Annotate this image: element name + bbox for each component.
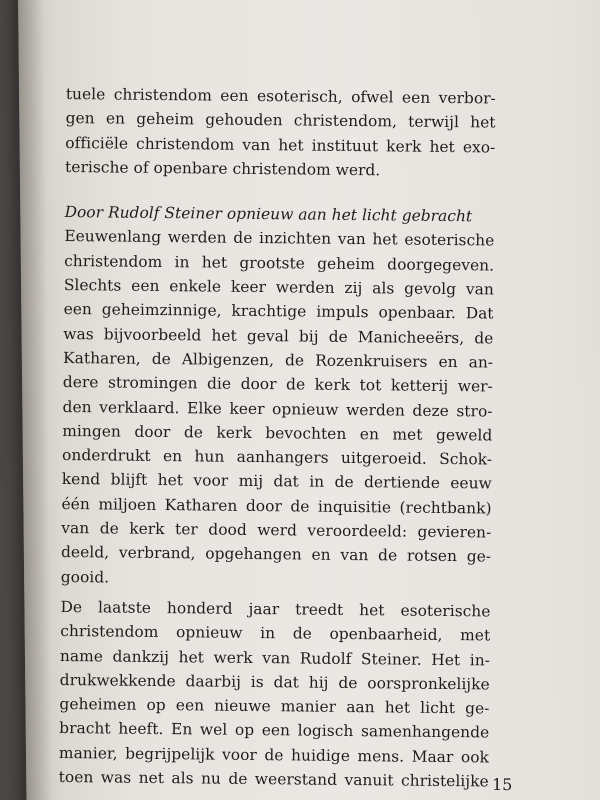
text-line: Slechts een enkele keer werden zij als gevolg van bbox=[63, 276, 494, 299]
page-text bbox=[59, 82, 496, 794]
text-line: deeld, verbrand, opgehangen en van de rotsen ge- bbox=[60, 543, 492, 566]
paragraph-3 bbox=[59, 595, 491, 794]
paragraph-1 bbox=[65, 82, 496, 184]
text-line: tuele christendom een esoterisch, ofwel een verbor- bbox=[65, 84, 496, 108]
text-line: gooid. bbox=[60, 567, 110, 587]
spine-shadow bbox=[18, 0, 53, 800]
text-line: toen was net als nu de weerstand vanuit christelijke bbox=[58, 767, 489, 791]
text-line: christendom opnieuw in de openbaarheid, met bbox=[60, 622, 491, 645]
text-line: Katharen, de Albigenzen, de Rozenkruisers en an- bbox=[63, 348, 494, 372]
text-line: gen en geheim gehouden christendom, terwijl het bbox=[65, 109, 496, 132]
text-line: den verklaard. Elke keer opnieuw werden deze stro- bbox=[62, 397, 493, 421]
text-line: was bijvoorbeeld het geval bij de Manicheeërs, de bbox=[63, 324, 494, 348]
text-line: De laatste honderd jaar treedt het esoterische bbox=[60, 597, 491, 621]
text-line: name dankzij het werk van Rudolf Steiner. Het in- bbox=[59, 646, 491, 670]
text-line: drukwekkende daarbij is dat hij de oorspronkelijke bbox=[59, 670, 490, 694]
text-line: dere stromingen die door de kerk tot ketterij wer- bbox=[62, 373, 493, 396]
text-line: onderdrukt en hun aanhangers uitgeroeid. Schok- bbox=[61, 446, 493, 469]
text-line: één miljoen Katharen door de inquisitie (rechtbank) bbox=[61, 494, 492, 518]
text-line: een geheimzinnige, krachtige impuls openbaar. Dat bbox=[63, 300, 494, 323]
text-line: officiële christendom van het instituut kerk het exo- bbox=[65, 133, 496, 157]
section-heading: Door Rudolf Steiner opnieuw aan het licht gebracht bbox=[64, 203, 473, 226]
text-line: bracht heeft. En wel op een logisch samenhangende bbox=[59, 719, 490, 742]
text-line: manier, begrijpelijk voor de huidige mens. Maar ook bbox=[58, 743, 490, 767]
text-line: kend blijft het voor mij dat in de dertiende eeuw bbox=[61, 470, 492, 493]
text-line: terische of openbare christendom werd. bbox=[65, 157, 381, 180]
text-line: mingen door de kerk bevochten en met geweld bbox=[62, 421, 493, 445]
text-line: christendom in het grootste geheim doorgegeven. bbox=[64, 251, 495, 275]
text-line: Eeuwenlang werden de inzichten van het esoterische bbox=[64, 227, 495, 250]
paragraph-2 bbox=[61, 224, 495, 593]
text-line: geheimen op een nieuwe manier aan het licht ge- bbox=[59, 695, 490, 718]
page-number: 15 bbox=[491, 774, 513, 795]
text-line: van de kerk ter dood werd veroordeeld: gevieren- bbox=[61, 519, 492, 542]
